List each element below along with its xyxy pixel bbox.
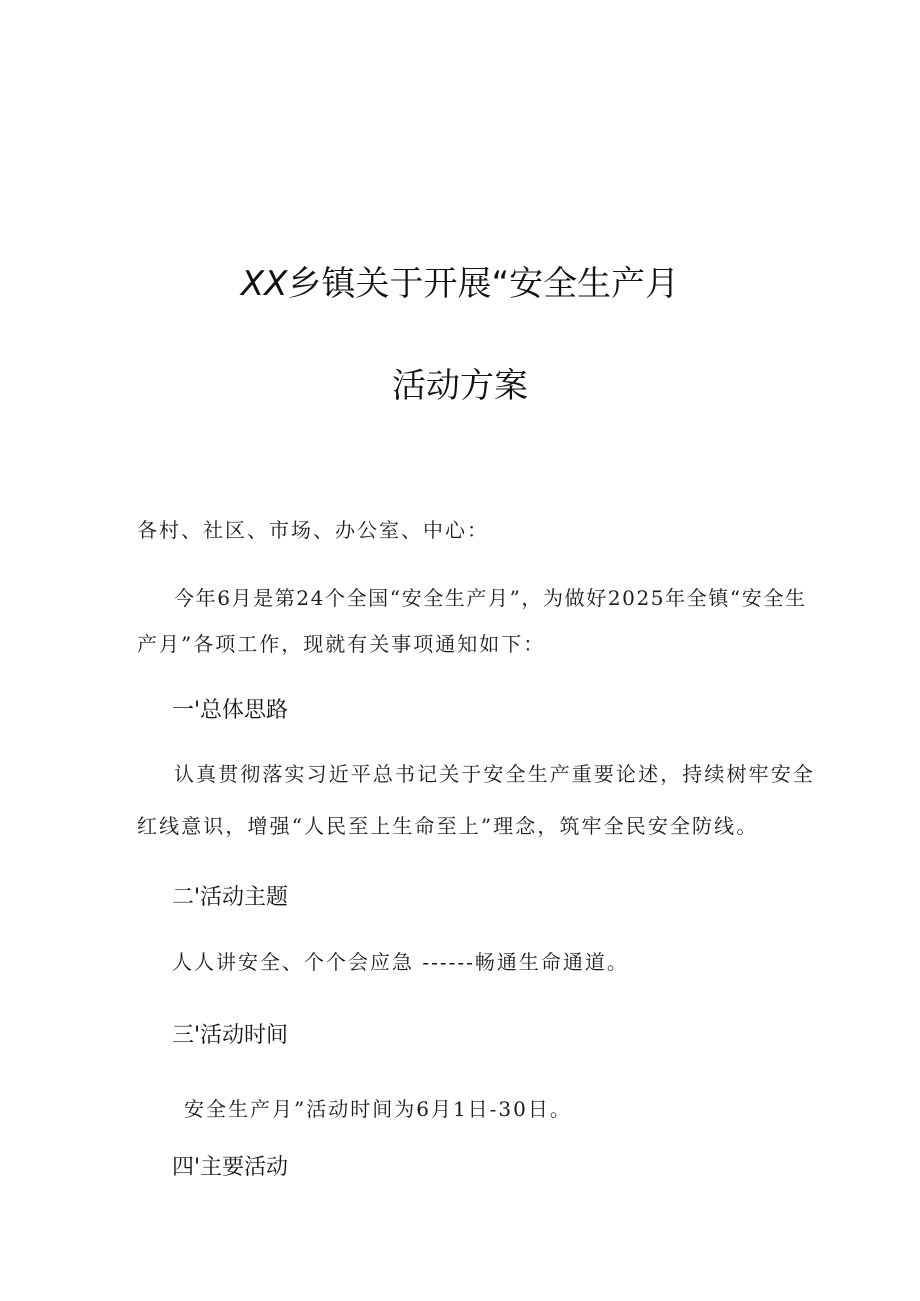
intro-line-1: 今年6月是第24个全国“安全生产月”，为做好2025年全镇“安全生 bbox=[174, 586, 807, 610]
section-heading-4: 四'主要活动 bbox=[172, 1155, 289, 1180]
document-title-line-2: 活动方案 bbox=[392, 366, 528, 406]
section-1-line-1: 认真贯彻落实习近平总书记关于安全生产重要论述，持续树牢安全 bbox=[174, 762, 815, 786]
section-3-line-1: 安全生产月”活动时间为6月1日-30日。 bbox=[184, 1097, 572, 1121]
title-xx-placeholder: XX bbox=[240, 264, 288, 304]
salutation: 各村、社区、市场、办公室、中心： bbox=[137, 518, 489, 542]
section-2-line-1: 人人讲安全、个个会应急 ------畅通生命通道。 bbox=[172, 950, 629, 974]
section-heading-3: 三'活动时间 bbox=[172, 1023, 289, 1048]
document-title-line-1 bbox=[0, 256, 920, 305]
section-heading-2: 二'活动主题 bbox=[172, 885, 289, 910]
section-heading-1: 一'总体思路 bbox=[172, 698, 289, 723]
title-line-1-text: 乡镇关于开展“安全生产月 bbox=[287, 264, 680, 304]
section-1-line-2: 红线意识，增强“人民至上生命至上”理念，筑牢全民安全防线。 bbox=[137, 814, 759, 838]
intro-line-2: 产月”各项工作，现就有关事项通知如下： bbox=[137, 632, 546, 656]
